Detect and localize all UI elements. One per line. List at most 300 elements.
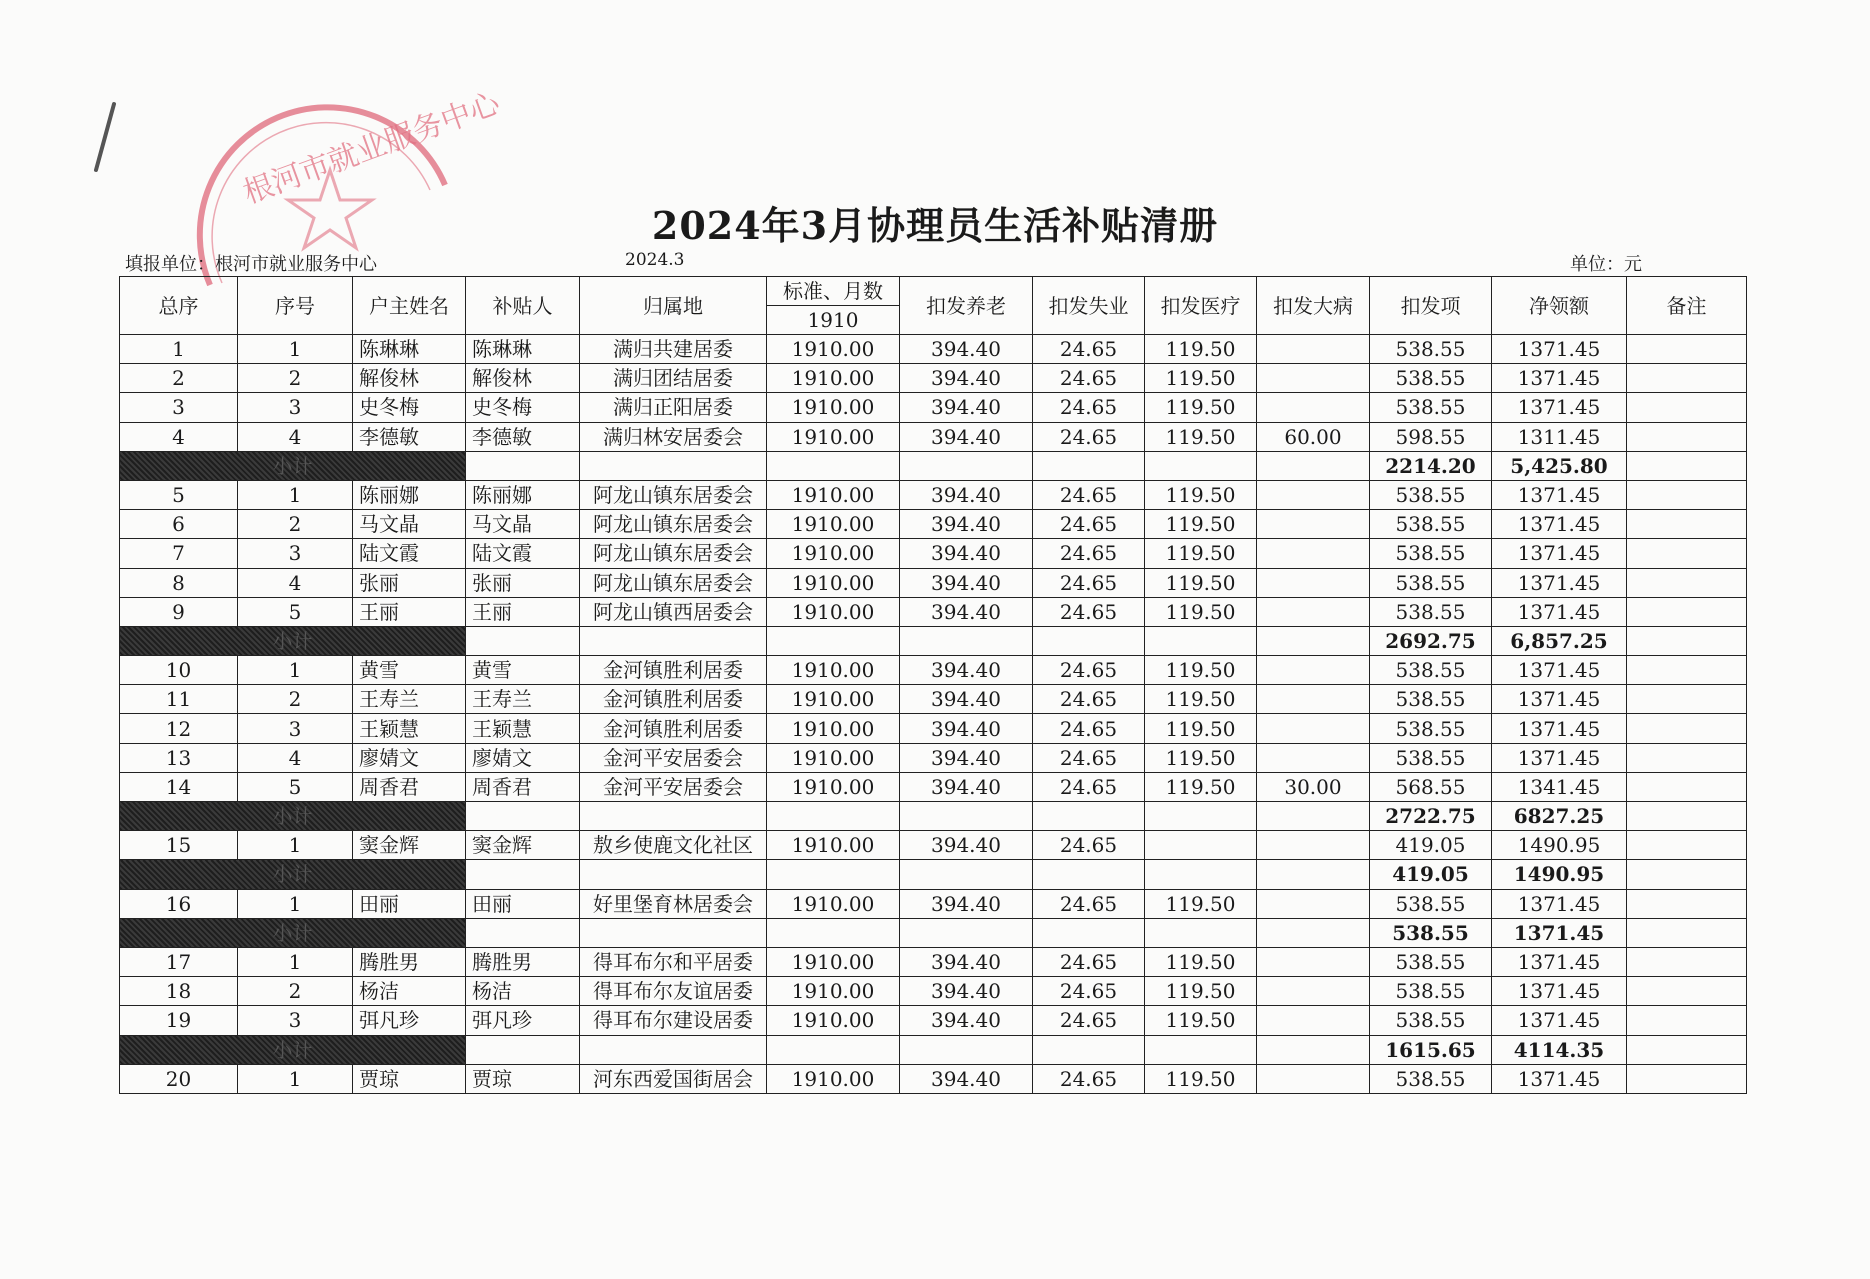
cell-remarks — [1627, 947, 1747, 976]
cell-belongs-to: 阿龙山镇西居委会 — [580, 597, 767, 626]
cell-deductions: 568.55 — [1370, 772, 1492, 801]
cell-pension: 394.40 — [900, 743, 1033, 772]
cell-deductions: 419.05 — [1370, 831, 1492, 860]
cell-seq: 5 — [238, 772, 353, 801]
cell-net-amount: 1371.45 — [1492, 1064, 1627, 1093]
cell-belongs-to: 金河平安居委会 — [580, 743, 767, 772]
cell-deductions: 538.55 — [1370, 597, 1492, 626]
cell-household-name: 廖婧文 — [353, 743, 466, 772]
cell-pension: 394.40 — [900, 393, 1033, 422]
cell-household-name: 陆文霞 — [353, 539, 466, 568]
cell-remarks — [1627, 831, 1747, 860]
subtotal-net-amount: 1371.45 — [1492, 918, 1627, 947]
cell-net-amount: 1311.45 — [1492, 422, 1627, 451]
cell-standard: 1910.00 — [767, 743, 900, 772]
cell-deductions: 538.55 — [1370, 1006, 1492, 1035]
empty-cell — [1257, 626, 1370, 655]
cell-serious-illness — [1257, 947, 1370, 976]
cell-standard: 1910.00 — [767, 685, 900, 714]
cell-remarks — [1627, 743, 1747, 772]
cell-pension: 394.40 — [900, 335, 1033, 364]
cell-recipient: 周香君 — [466, 772, 580, 801]
cell-household-name: 弭凡珍 — [353, 1006, 466, 1035]
cell-seq: 4 — [238, 422, 353, 451]
cell-recipient: 腾胜男 — [466, 947, 580, 976]
cell-deductions: 538.55 — [1370, 889, 1492, 918]
empty-cell — [1033, 918, 1145, 947]
table-row — [120, 597, 1747, 626]
cell-unemployment: 24.65 — [1033, 568, 1145, 597]
table-row — [120, 364, 1747, 393]
cell-total-seq: 8 — [120, 568, 238, 597]
cell-total-seq: 2 — [120, 364, 238, 393]
subtotal-net-amount: 1490.95 — [1492, 860, 1627, 889]
cell-belongs-to: 河东西爱国街居会 — [580, 1064, 767, 1093]
empty-cell — [1627, 1035, 1747, 1064]
subtotal-deductions: 419.05 — [1370, 860, 1492, 889]
cell-pension: 394.40 — [900, 977, 1033, 1006]
cell-medical: 119.50 — [1145, 772, 1257, 801]
cell-medical: 119.50 — [1145, 480, 1257, 509]
cell-serious-illness — [1257, 685, 1370, 714]
cell-deductions: 538.55 — [1370, 568, 1492, 597]
header-recipient: 补贴人 — [466, 277, 580, 335]
cell-total-seq: 10 — [120, 656, 238, 685]
table-row — [120, 831, 1747, 860]
subtotal-row — [120, 1035, 1747, 1064]
cell-household-name: 陈丽娜 — [353, 480, 466, 509]
cell-total-seq: 20 — [120, 1064, 238, 1093]
cell-standard: 1910.00 — [767, 772, 900, 801]
empty-cell — [1627, 918, 1747, 947]
cell-household-name: 王丽 — [353, 597, 466, 626]
cell-belongs-to: 阿龙山镇东居委会 — [580, 510, 767, 539]
cell-pension: 394.40 — [900, 422, 1033, 451]
cell-pension: 394.40 — [900, 831, 1033, 860]
table-row — [120, 656, 1747, 685]
empty-cell — [580, 1035, 767, 1064]
cell-recipient: 王寿兰 — [466, 685, 580, 714]
cell-net-amount: 1371.45 — [1492, 393, 1627, 422]
cell-standard: 1910.00 — [767, 510, 900, 539]
subtotal-label: 小计 — [120, 802, 466, 831]
cell-belongs-to: 得耳布尔建设居委 — [580, 1006, 767, 1035]
cell-seq: 2 — [238, 364, 353, 393]
header-standard-months: 标准、月数 — [767, 277, 900, 306]
cell-household-name: 陈琳琳 — [353, 335, 466, 364]
cell-total-seq: 3 — [120, 393, 238, 422]
cell-pension: 394.40 — [900, 1006, 1033, 1035]
cell-unemployment: 24.65 — [1033, 831, 1145, 860]
cell-medical: 119.50 — [1145, 510, 1257, 539]
cell-pension: 394.40 — [900, 772, 1033, 801]
table-row — [120, 335, 1747, 364]
empty-cell — [580, 451, 767, 480]
cell-household-name: 贾琼 — [353, 1064, 466, 1093]
cell-unemployment: 24.65 — [1033, 539, 1145, 568]
cell-net-amount: 1371.45 — [1492, 597, 1627, 626]
cell-net-amount: 1371.45 — [1492, 889, 1627, 918]
subsidy-table — [119, 276, 1747, 1094]
table-row — [120, 947, 1747, 976]
cell-recipient: 王丽 — [466, 597, 580, 626]
empty-cell — [1257, 451, 1370, 480]
cell-serious-illness — [1257, 656, 1370, 685]
currency-unit: 单位：元 — [1570, 254, 1642, 275]
cell-deductions: 538.55 — [1370, 714, 1492, 743]
cell-net-amount: 1371.45 — [1492, 568, 1627, 597]
cell-standard: 1910.00 — [767, 393, 900, 422]
cell-standard: 1910.00 — [767, 568, 900, 597]
empty-cell — [580, 918, 767, 947]
cell-deductions: 598.55 — [1370, 422, 1492, 451]
cell-belongs-to: 满归团结居委 — [580, 364, 767, 393]
cell-net-amount: 1371.45 — [1492, 977, 1627, 1006]
cell-standard: 1910.00 — [767, 714, 900, 743]
cell-standard: 1910.00 — [767, 422, 900, 451]
cell-unemployment: 24.65 — [1033, 422, 1145, 451]
cell-standard: 1910.00 — [767, 831, 900, 860]
subtotal-net-amount: 6827.25 — [1492, 802, 1627, 831]
cell-deductions: 538.55 — [1370, 743, 1492, 772]
empty-cell — [767, 1035, 900, 1064]
cell-medical: 119.50 — [1145, 597, 1257, 626]
cell-belongs-to: 金河平安居委会 — [580, 772, 767, 801]
cell-deductions: 538.55 — [1370, 539, 1492, 568]
cell-total-seq: 16 — [120, 889, 238, 918]
empty-cell — [1033, 802, 1145, 831]
subtotal-deductions: 2722.75 — [1370, 802, 1492, 831]
empty-cell — [900, 918, 1033, 947]
cell-remarks — [1627, 977, 1747, 1006]
cell-deductions: 538.55 — [1370, 947, 1492, 976]
cell-net-amount: 1371.45 — [1492, 685, 1627, 714]
cell-serious-illness — [1257, 977, 1370, 1006]
cell-household-name: 周香君 — [353, 772, 466, 801]
cell-unemployment: 24.65 — [1033, 977, 1145, 1006]
cell-seq: 1 — [238, 889, 353, 918]
cell-unemployment: 24.65 — [1033, 889, 1145, 918]
cell-pension: 394.40 — [900, 947, 1033, 976]
page-title: 2024年3月协理员生活补贴清册 — [651, 203, 1219, 248]
cell-seq: 2 — [238, 510, 353, 539]
cell-recipient: 贾琼 — [466, 1064, 580, 1093]
subtotal-row — [120, 802, 1747, 831]
cell-remarks — [1627, 597, 1747, 626]
cell-recipient: 弭凡珍 — [466, 1006, 580, 1035]
empty-cell — [900, 626, 1033, 655]
table-row — [120, 685, 1747, 714]
cell-medical: 119.50 — [1145, 1064, 1257, 1093]
table-row — [120, 977, 1747, 1006]
header-remarks: 备注 — [1627, 277, 1747, 335]
cell-remarks — [1627, 1006, 1747, 1035]
subtotal-deductions: 538.55 — [1370, 918, 1492, 947]
cell-belongs-to: 金河镇胜利居委 — [580, 714, 767, 743]
empty-cell — [900, 451, 1033, 480]
cell-total-seq: 1 — [120, 335, 238, 364]
cell-remarks — [1627, 539, 1747, 568]
subtotal-label: 小计 — [120, 626, 466, 655]
cell-medical: 119.50 — [1145, 889, 1257, 918]
table-row — [120, 743, 1747, 772]
cell-unemployment: 24.65 — [1033, 656, 1145, 685]
cell-total-seq: 4 — [120, 422, 238, 451]
header-household-name: 户主姓名 — [353, 277, 466, 335]
cell-medical: 119.50 — [1145, 1006, 1257, 1035]
cell-total-seq: 14 — [120, 772, 238, 801]
cell-standard: 1910.00 — [767, 977, 900, 1006]
subtotal-label: 小计 — [120, 1035, 466, 1064]
cell-deductions: 538.55 — [1370, 685, 1492, 714]
cell-total-seq: 19 — [120, 1006, 238, 1035]
cell-recipient: 解俊林 — [466, 364, 580, 393]
empty-cell — [1145, 451, 1257, 480]
cell-belongs-to: 满归林安居委会 — [580, 422, 767, 451]
cell-medical — [1145, 831, 1257, 860]
empty-cell — [1145, 802, 1257, 831]
header-total-seq: 总序 — [120, 277, 238, 335]
subtotal-row — [120, 626, 1747, 655]
table-row — [120, 393, 1747, 422]
pen-mark-icon — [90, 100, 120, 180]
empty-cell — [900, 802, 1033, 831]
cell-recipient: 陆文霞 — [466, 539, 580, 568]
subtotal-label: 小计 — [120, 860, 466, 889]
cell-recipient: 田丽 — [466, 889, 580, 918]
cell-belongs-to: 阿龙山镇东居委会 — [580, 568, 767, 597]
cell-serious-illness — [1257, 1006, 1370, 1035]
cell-remarks — [1627, 889, 1747, 918]
empty-cell — [767, 918, 900, 947]
empty-cell — [580, 802, 767, 831]
cell-deductions: 538.55 — [1370, 480, 1492, 509]
cell-net-amount: 1371.45 — [1492, 510, 1627, 539]
report-date: 2024.3 — [625, 250, 685, 270]
cell-belongs-to: 得耳布尔和平居委 — [580, 947, 767, 976]
cell-medical: 119.50 — [1145, 364, 1257, 393]
header-deductions: 扣发项 — [1370, 277, 1492, 335]
cell-household-name: 窦金辉 — [353, 831, 466, 860]
empty-cell — [1145, 1035, 1257, 1064]
cell-medical: 119.50 — [1145, 335, 1257, 364]
reporting-unit: 填报单位：根河市就业服务中心 — [125, 254, 377, 275]
cell-deductions: 538.55 — [1370, 364, 1492, 393]
cell-serious-illness: 60.00 — [1257, 422, 1370, 451]
cell-standard: 1910.00 — [767, 889, 900, 918]
cell-recipient: 陈丽娜 — [466, 480, 580, 509]
cell-total-seq: 17 — [120, 947, 238, 976]
cell-net-amount: 1371.45 — [1492, 335, 1627, 364]
cell-household-name: 张丽 — [353, 568, 466, 597]
cell-medical: 119.50 — [1145, 656, 1257, 685]
cell-seq: 2 — [238, 685, 353, 714]
cell-seq: 4 — [238, 568, 353, 597]
cell-belongs-to: 阿龙山镇东居委会 — [580, 539, 767, 568]
cell-household-name: 杨洁 — [353, 977, 466, 1006]
empty-cell — [466, 626, 580, 655]
cell-deductions: 538.55 — [1370, 977, 1492, 1006]
table-row — [120, 772, 1747, 801]
cell-serious-illness — [1257, 831, 1370, 860]
cell-pension: 394.40 — [900, 364, 1033, 393]
cell-remarks — [1627, 480, 1747, 509]
cell-remarks — [1627, 422, 1747, 451]
table-row — [120, 889, 1747, 918]
cell-serious-illness — [1257, 480, 1370, 509]
cell-total-seq: 7 — [120, 539, 238, 568]
cell-total-seq: 12 — [120, 714, 238, 743]
empty-cell — [1145, 860, 1257, 889]
cell-unemployment: 24.65 — [1033, 714, 1145, 743]
cell-net-amount: 1371.45 — [1492, 1006, 1627, 1035]
cell-seq: 1 — [238, 947, 353, 976]
cell-standard: 1910.00 — [767, 335, 900, 364]
svg-text:根河市就业服务中心: 根河市就业服务中心 — [238, 85, 505, 212]
cell-medical: 119.50 — [1145, 714, 1257, 743]
header-medical: 扣发医疗 — [1145, 277, 1257, 335]
cell-unemployment: 24.65 — [1033, 1006, 1145, 1035]
cell-remarks — [1627, 568, 1747, 597]
cell-household-name: 田丽 — [353, 889, 466, 918]
cell-recipient: 马文晶 — [466, 510, 580, 539]
table-row — [120, 539, 1747, 568]
header-seq: 序号 — [238, 277, 353, 335]
cell-remarks — [1627, 685, 1747, 714]
empty-cell — [1033, 626, 1145, 655]
cell-deductions: 538.55 — [1370, 1064, 1492, 1093]
table-row — [120, 714, 1747, 743]
empty-cell — [1627, 802, 1747, 831]
subtotal-deductions: 1615.65 — [1370, 1035, 1492, 1064]
cell-household-name: 王颖慧 — [353, 714, 466, 743]
empty-cell — [1257, 918, 1370, 947]
subtotal-net-amount: 4114.35 — [1492, 1035, 1627, 1064]
cell-net-amount: 1371.45 — [1492, 364, 1627, 393]
cell-pension: 394.40 — [900, 685, 1033, 714]
cell-household-name: 王寿兰 — [353, 685, 466, 714]
cell-standard: 1910.00 — [767, 947, 900, 976]
cell-serious-illness: 30.00 — [1257, 772, 1370, 801]
cell-serious-illness — [1257, 364, 1370, 393]
cell-serious-illness — [1257, 1064, 1370, 1093]
cell-net-amount: 1371.45 — [1492, 714, 1627, 743]
cell-recipient: 窦金辉 — [466, 831, 580, 860]
cell-serious-illness — [1257, 335, 1370, 364]
cell-belongs-to: 金河镇胜利居委 — [580, 685, 767, 714]
cell-standard: 1910.00 — [767, 656, 900, 685]
subtotal-net-amount: 6,857.25 — [1492, 626, 1627, 655]
cell-recipient: 张丽 — [466, 568, 580, 597]
cell-unemployment: 24.65 — [1033, 947, 1145, 976]
empty-cell — [1627, 451, 1747, 480]
cell-total-seq: 5 — [120, 480, 238, 509]
header-net-amount: 净领额 — [1492, 277, 1627, 335]
cell-standard: 1910.00 — [767, 539, 900, 568]
cell-total-seq: 11 — [120, 685, 238, 714]
cell-unemployment: 24.65 — [1033, 772, 1145, 801]
empty-cell — [900, 1035, 1033, 1064]
cell-belongs-to: 满归正阳居委 — [580, 393, 767, 422]
subtotal-label: 小计 — [120, 451, 466, 480]
cell-medical: 119.50 — [1145, 422, 1257, 451]
header-serious-illness: 扣发大病 — [1257, 277, 1370, 335]
cell-seq: 2 — [238, 977, 353, 1006]
empty-cell — [466, 918, 580, 947]
cell-unemployment: 24.65 — [1033, 685, 1145, 714]
table-row — [120, 1064, 1747, 1093]
cell-total-seq: 6 — [120, 510, 238, 539]
cell-medical: 119.50 — [1145, 568, 1257, 597]
cell-seq: 1 — [238, 480, 353, 509]
cell-serious-illness — [1257, 743, 1370, 772]
cell-remarks — [1627, 1064, 1747, 1093]
cell-remarks — [1627, 772, 1747, 801]
cell-seq: 1 — [238, 335, 353, 364]
cell-recipient: 陈琳琳 — [466, 335, 580, 364]
subtotal-deductions: 2692.75 — [1370, 626, 1492, 655]
empty-cell — [1257, 802, 1370, 831]
cell-belongs-to: 敖乡使鹿文化社区 — [580, 831, 767, 860]
table-row — [120, 480, 1747, 509]
cell-medical: 119.50 — [1145, 947, 1257, 976]
cell-remarks — [1627, 656, 1747, 685]
subtotal-deductions: 2214.20 — [1370, 451, 1492, 480]
cell-household-name: 李德敏 — [353, 422, 466, 451]
cell-recipient: 黄雪 — [466, 656, 580, 685]
cell-medical: 119.50 — [1145, 393, 1257, 422]
header-pension: 扣发养老 — [900, 277, 1033, 335]
subtotal-row — [120, 918, 1747, 947]
subtotal-row — [120, 860, 1747, 889]
cell-deductions: 538.55 — [1370, 656, 1492, 685]
empty-cell — [1033, 451, 1145, 480]
cell-standard: 1910.00 — [767, 1064, 900, 1093]
cell-pension: 394.40 — [900, 510, 1033, 539]
cell-belongs-to: 满归共建居委 — [580, 335, 767, 364]
cell-seq: 3 — [238, 714, 353, 743]
empty-cell — [466, 1035, 580, 1064]
cell-belongs-to: 金河镇胜利居委 — [580, 656, 767, 685]
cell-pension: 394.40 — [900, 1064, 1033, 1093]
cell-seq: 1 — [238, 656, 353, 685]
subtotal-label: 小计 — [120, 918, 466, 947]
cell-serious-illness — [1257, 393, 1370, 422]
cell-seq: 5 — [238, 597, 353, 626]
header-standard-value: 1910 — [767, 306, 900, 335]
cell-medical: 119.50 — [1145, 743, 1257, 772]
cell-medical: 119.50 — [1145, 685, 1257, 714]
empty-cell — [1145, 626, 1257, 655]
cell-remarks — [1627, 364, 1747, 393]
cell-standard: 1910.00 — [767, 364, 900, 393]
cell-standard: 1910.00 — [767, 1006, 900, 1035]
empty-cell — [1627, 860, 1747, 889]
cell-net-amount: 1371.45 — [1492, 743, 1627, 772]
empty-cell — [466, 860, 580, 889]
cell-medical: 119.50 — [1145, 539, 1257, 568]
empty-cell — [1145, 918, 1257, 947]
table-row — [120, 568, 1747, 597]
table-row — [120, 422, 1747, 451]
cell-serious-illness — [1257, 597, 1370, 626]
cell-seq: 4 — [238, 743, 353, 772]
cell-household-name: 史冬梅 — [353, 393, 466, 422]
cell-seq: 1 — [238, 1064, 353, 1093]
cell-recipient: 史冬梅 — [466, 393, 580, 422]
cell-household-name: 马文晶 — [353, 510, 466, 539]
empty-cell — [466, 802, 580, 831]
